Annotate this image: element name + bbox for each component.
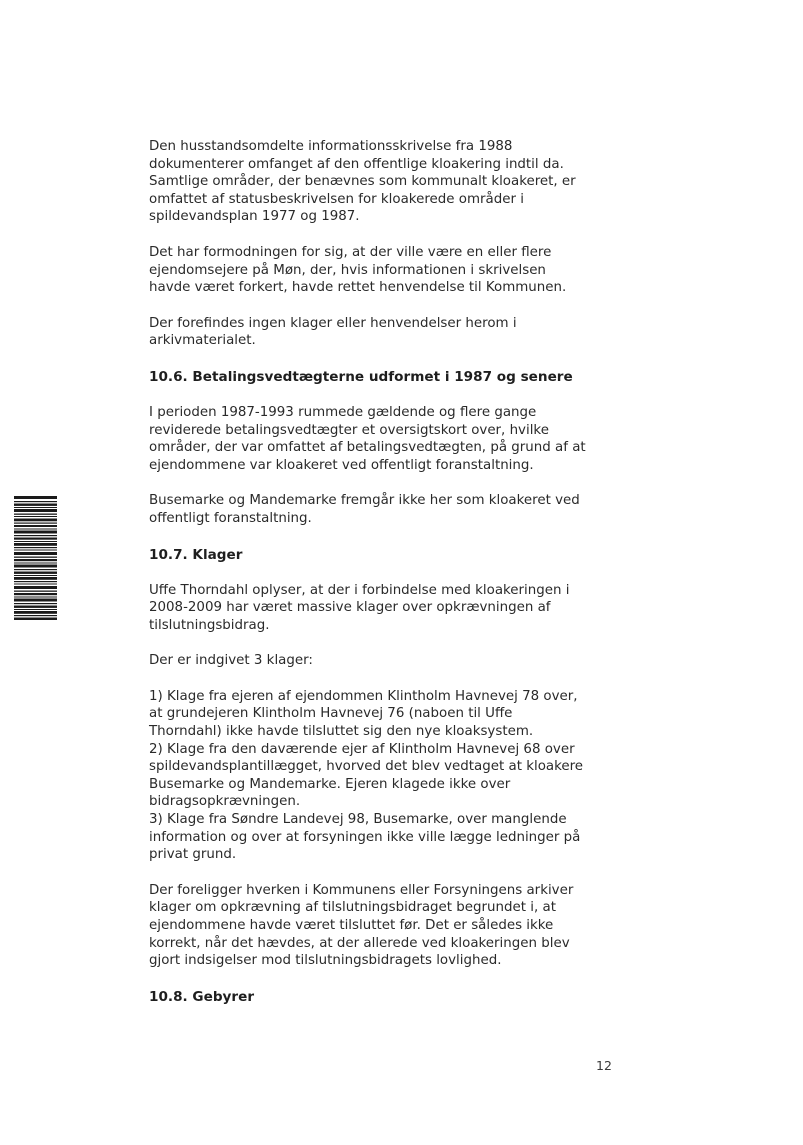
paragraph-busemarke: Busemarke og Mandemarke fremgår ikke her som kloakeret ved offentligt foranstaltning. xyxy=(149,493,580,526)
paragraph-indgivet-klager: Der er indgivet 3 klager: xyxy=(149,653,313,669)
page-number: 12 xyxy=(596,1058,612,1073)
section-heading-10-6: 10.6. Betalingsvedtægterne udformet i 1987 og senere xyxy=(149,368,573,385)
list-item-klage-2: 2) Klage fra den daværende ejer af Klintholm Havnevej 68 over spildevandsplantillægget, hvorved det blev vedtaget at kloakere Busemarke og Mandemarke. Ejeren klagede ikke over bidragsopkrævningen. xyxy=(149,741,584,810)
paragraph-formodning: Det har formodningen for sig, at der ville være en eller flere ejendomsejere på Møn, der, hvis informationen i skrivelsen havde været forkert, havde rettet henvendelse til Kommunen. xyxy=(149,244,567,296)
paragraph-ingen-klager: Der forefindes ingen klager eller henvendelser herom i arkivmaterialet. xyxy=(149,315,517,349)
list-item-klage-1: 1) Klage fra ejeren af ejendommen Klintholm Havnevej 78 over, at grundejeren Klintholm Havnevej 76 (naboen til Uffe Thorndahl) ikke havde tilsluttet sig den nye kloaksystem. xyxy=(149,688,578,740)
section-heading-10-7: 10.7. Klager xyxy=(149,546,243,563)
document-body xyxy=(149,138,619,1024)
paragraph-foreligger: Der foreligger hverken i Kommunens eller Forsyningens arkiver klager om opkrævning af tilslutningsbidraget begrundet i, at ejendommene havde været tilsluttet før. Det er således ikke korrekt, når det hævdes, at der allerede ved kloakeringen blev gjort indsigelser mod tilslutningsbidragets lovlighed. xyxy=(149,882,574,969)
barcode-image xyxy=(14,496,57,620)
paragraph-informationsskrivelse: Den husstandsomdelte informationsskrivelse fra 1988 dokumenterer omfanget af den offentlige kloakering indtil da. Samtlige områder, der benævnes som kommunalt kloakeret, er omfattet af statusbeskrivelsen for kloakerede områder i spildevandsplan 1977 og 1987. xyxy=(149,139,576,225)
section-heading-10-8: 10.8. Gebyrer xyxy=(149,988,255,1005)
list-item-klage-3: 3) Klage fra Søndre Landevej 98, Busemarke, over manglende information og over at forsyningen ikke ville lægge ledninger på privat grund. xyxy=(149,812,581,863)
paragraph-thorndahl: Uffe Thorndahl oplyser, at der i forbindelse med kloakeringen i 2008-2009 har været massive klager over opkrævningen af tilslutningsbidrag. xyxy=(149,582,570,633)
paragraph-perioden: I perioden 1987-1993 rummede gældende og flere gange reviderede betalingsvedtægter et oversigtskort over, hvilke områder, der var omfattet af betalingsvedtægten, på grund af at ejendommene var kloakeret ved offentligt foranstaltning. xyxy=(149,404,586,473)
